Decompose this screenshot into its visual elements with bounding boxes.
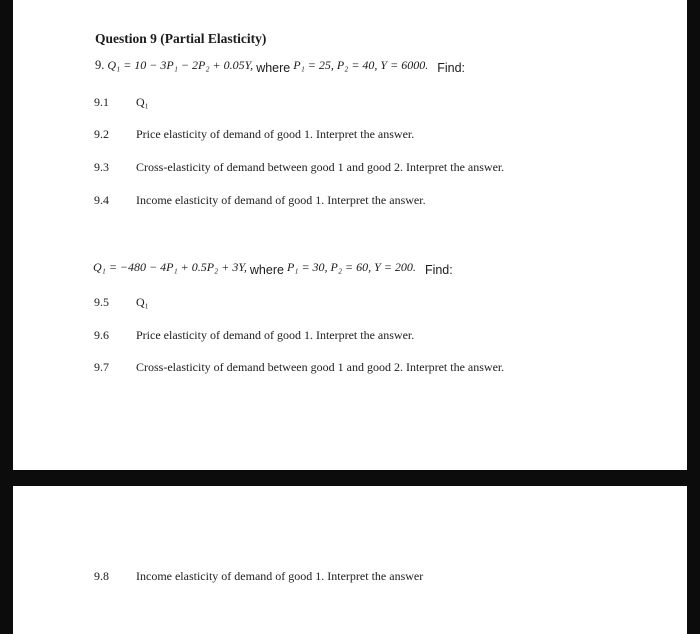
- item-text: Income elasticity of demand of good 1. Interpret the answer.: [136, 193, 426, 207]
- item-text: Price elasticity of demand of good 1. Interpret the answer.: [136, 127, 415, 141]
- question-number: 9.: [95, 58, 105, 72]
- document-page-top: [13, 0, 687, 470]
- item-text: Cross-elasticity of demand between good 1 and good 2. Interpret the answer.: [136, 360, 505, 374]
- item-text: Q₁: [136, 95, 149, 109]
- equation-line-1: [95, 58, 465, 73]
- equation-line-2: [93, 260, 453, 275]
- item-number: 9.1: [94, 95, 109, 109]
- given-values-2: P₁ = 30, P₂ = 60, Y = 200.: [286, 260, 416, 274]
- where-label-1: where: [256, 61, 291, 75]
- where-label-2: where: [249, 263, 284, 277]
- find-label-1: Find:: [437, 61, 466, 75]
- item-number: 9.4: [94, 193, 109, 207]
- find-label-2: Find:: [424, 263, 453, 277]
- item-number: 9.7: [94, 360, 109, 374]
- item-number: 9.3: [94, 160, 109, 174]
- item-text: Q₁: [136, 295, 149, 309]
- given-values-1: P₁ = 25, P₂ = 40, Y = 6000.: [293, 58, 429, 72]
- document-page-bottom: [13, 486, 687, 634]
- item-number: 9.6: [94, 328, 109, 342]
- question-title: Question 9 (Partial Elasticity): [95, 31, 267, 46]
- item-text: Income elasticity of demand of good 1. Interpret the answer: [136, 569, 424, 583]
- item-text: Cross-elasticity of demand between good 1 and good 2. Interpret the answer.: [136, 160, 505, 174]
- item-number: 9.2: [94, 127, 109, 141]
- item-text: Price elasticity of demand of good 1. Interpret the answer.: [136, 328, 415, 342]
- item-number: 9.8: [94, 569, 109, 583]
- demand-equation-1: Q₁ = 10 − 3P₁ − 2P₂ + 0.05Y,: [107, 58, 254, 72]
- item-number: 9.5: [94, 295, 109, 309]
- demand-equation-2: Q₁ = −480 − 4P₁ + 0.5P₂ + 3Y,: [93, 260, 247, 274]
